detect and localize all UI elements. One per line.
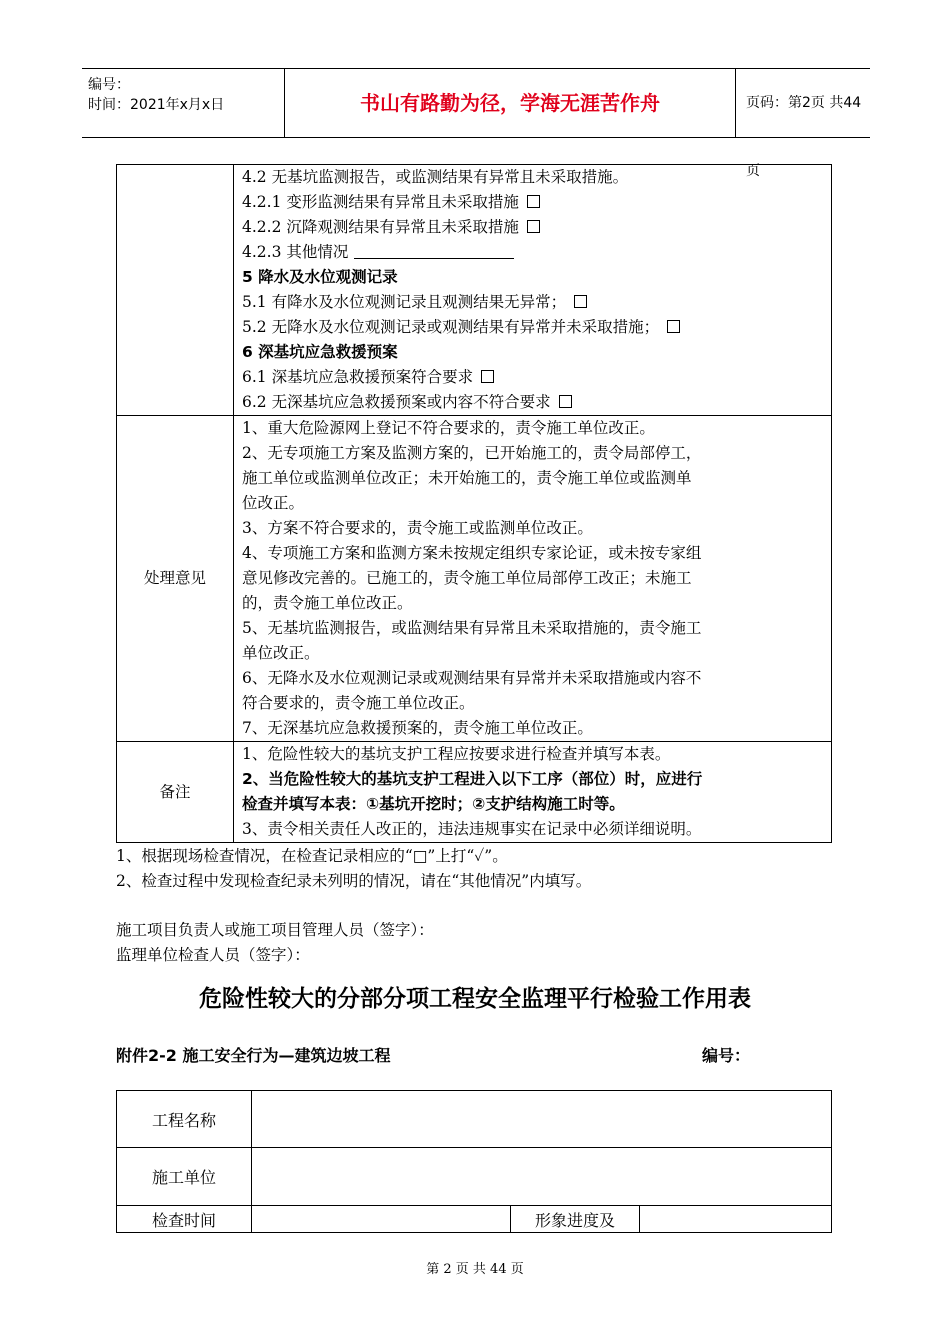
form-title: 危险性较大的分部分项工程安全监理平行检验工作用表 [199,986,751,1012]
check-items-label-cell [117,165,234,416]
opinions-row [117,416,832,742]
opinion-line: 符合要求的，责令施工单位改正。 [242,694,475,712]
progress-label: 形象进度及 [511,1206,640,1233]
contractor-label: 施工单位 [117,1148,252,1206]
inspect-time-field[interactable] [252,1206,511,1233]
header-page-info: 页码：第2页 共44页 [746,95,862,179]
check-item: 6.2 无深基坑应急救援预案或内容不符合要求 [242,390,825,415]
header-meta [82,69,284,137]
remark-line: 1、危险性较大的基坑支护工程应按要求进行检查并填写本表。 [242,745,671,763]
checkbox[interactable] [667,320,680,333]
check-item: 4.2 无基坑监测报告，或监测结果有异常且未采取措施。 [242,168,629,186]
contractor-row [117,1148,832,1206]
other-situation-blank[interactable] [354,242,514,259]
project-name-label: 工程名称 [117,1091,252,1148]
note-2: 2、检查过程中发现检查纪录未列明的情况，请在“其他情况”内填写。 [116,872,592,890]
checkbox[interactable] [481,370,494,383]
inspect-time-label: 检查时间 [117,1206,252,1233]
checkbox[interactable] [559,395,572,408]
opinion-line: 单位改正。 [242,644,320,662]
remark-line-bold: 2、当危险性较大的基坑支护工程进入以下工序（部位）时，应进行 [242,770,703,788]
opinion-line: 5、无基坑监测报告，或监测结果有异常且未采取措施的，责令施工 [242,619,702,637]
opinion-line: 施工单位或监测单位改正；未开始施工的，责令施工单位或监测单 [242,469,692,487]
header-motto: 书山有路勤为径，学海无涯苦作舟 [284,69,736,137]
check-item: 5.2 无降水及水位观测记录或观测结果有异常并未采取措施； [242,315,825,340]
opinions-label: 处理意见 [117,416,234,742]
project-name-row [117,1091,832,1148]
opinion-line: 2、无专项施工方案及监测方案的，已开始施工的，责令局部停工， [242,444,702,462]
opinion-line: 意见修改完善的。已施工的，责令施工单位局部停工改正；未施工 [242,569,692,587]
progress-field[interactable] [640,1206,832,1233]
section-heading: 5 降水及水位观测记录 [242,268,398,286]
remark-line: 3、责令相关责任人改正的，违法违规事实在记录中必须详细说明。 [242,820,702,838]
check-items-row [117,165,832,416]
contractor-field[interactable] [252,1148,832,1206]
opinion-line: 的，责令施工单位改正。 [242,594,413,612]
check-item: 5.1 有降水及水位观测记录且观测结果无异常； [242,290,825,315]
signature-supervisor: 监理单位检查人员（签字）： [116,946,310,964]
opinion-line: 4、专项施工方案和监测方案未按规定组织专家论证，或未按专家组 [242,544,702,562]
opinion-line: 7、无深基坑应急救援预案的，责令施工单位改正。 [242,719,593,737]
project-info-table [116,1090,832,1233]
remarks-label: 备注 [117,742,234,843]
check-item: 4.2.2 沉降观测结果有异常且未采取措施 [242,215,825,240]
page-footer: 第 2 页 共 44 页 [426,1262,524,1277]
checkbox[interactable] [527,220,540,233]
opinion-line: 1、重大危险源网上登记不符合要求的，责令施工单位改正。 [242,419,655,437]
project-name-field[interactable] [252,1091,832,1148]
number-label: 编号： [88,77,130,93]
check-item: 4.2.1 变形监测结果有异常且未采取措施 [242,190,825,215]
checkbox[interactable] [527,195,540,208]
opinions-cell [234,416,832,742]
form-subtitle: 附件2-2 施工安全行为—建筑边坡工程 [116,1046,391,1065]
note-1: 1、根据现场检查情况，在检查记录相应的“□”上打“✓”。 [116,847,508,865]
opinion-line: 3、方案不符合要求的，责令施工或监测单位改正。 [242,519,593,537]
remarks-row [117,742,832,843]
opinion-line: 6、无降水及水位观测记录或观测结果有异常并未采取措施或内容不 [242,669,702,687]
check-item: 4.2.3 其他情况 [242,240,825,265]
time-row [117,1206,832,1233]
time-label: 时间：2021年x月x日 [88,97,225,113]
opinion-line: 位改正。 [242,494,305,512]
section-heading: 6 深基坑应急救援预案 [242,343,398,361]
checkbox[interactable] [574,295,587,308]
check-item: 6.1 深基坑应急救援预案符合要求 [242,365,825,390]
inspection-table [116,164,832,843]
remark-line-bold: 检查并填写本表：①基坑开挖时；②支护结构施工时等。 [242,795,625,813]
form-number-label: 编号： [702,1046,751,1065]
signature-contractor: 施工项目负责人或施工项目管理人员（签字）： [116,921,434,939]
check-items-cell [234,165,832,416]
remarks-cell [234,742,832,843]
